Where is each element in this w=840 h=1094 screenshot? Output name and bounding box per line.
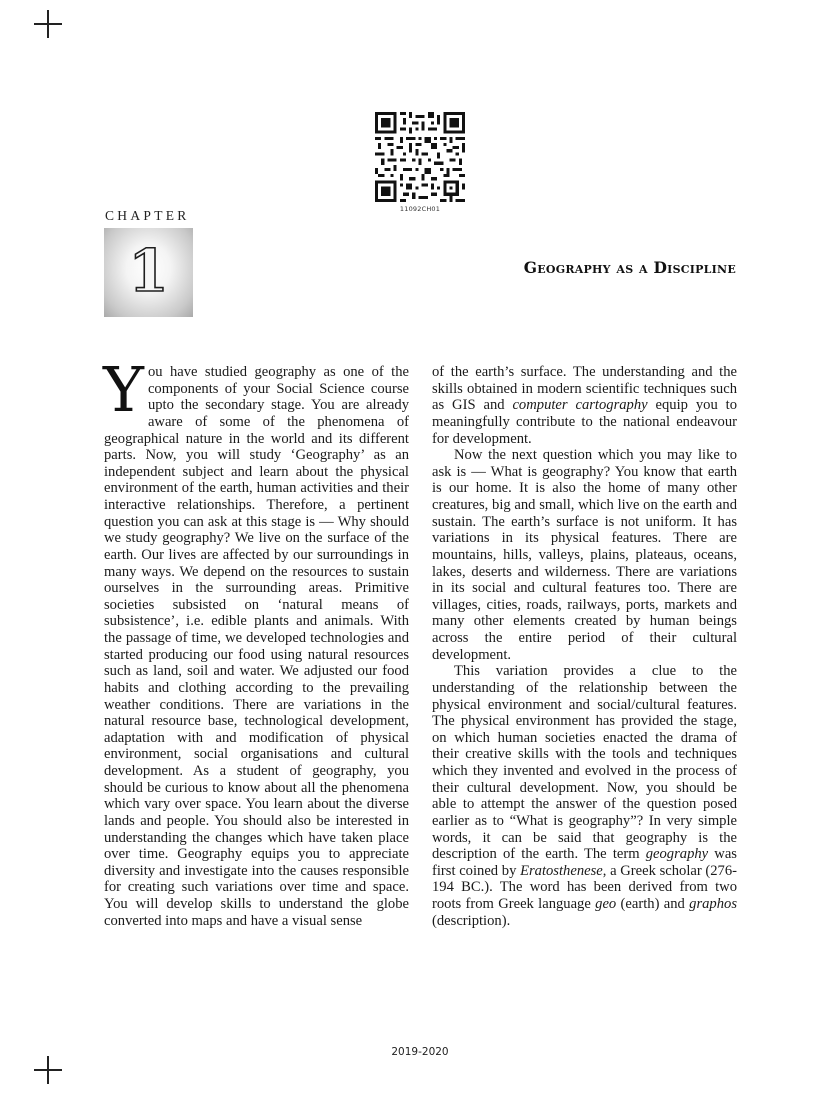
emphasis-computer-cartography: computer cartography bbox=[512, 397, 648, 414]
qr-code-image bbox=[375, 112, 465, 202]
paragraph-continued bbox=[432, 364, 737, 447]
chapter-number: 1 bbox=[128, 237, 169, 305]
footer-year: 2019-2020 bbox=[391, 1046, 449, 1058]
emphasis-geo: geo bbox=[595, 896, 617, 912]
right-column bbox=[432, 364, 737, 929]
chapter-label: CHAPTER bbox=[105, 208, 190, 223]
intro-paragraph bbox=[103, 353, 409, 929]
text-run: (earth) and bbox=[616, 896, 690, 912]
drop-cap: Y bbox=[103, 353, 144, 426]
text-run: (description). bbox=[432, 912, 511, 929]
paragraph-variation bbox=[432, 663, 737, 929]
emphasis-eratosthenese: Eratosthenese bbox=[520, 862, 603, 879]
text-run: equip you to meaningfully contribute to the national endeavour for development. bbox=[432, 397, 737, 447]
emphasis-graphos: graphos bbox=[689, 896, 737, 912]
text-run: of the earth’s surface. The understanding and the skills obtained in modern scientific techniques such as GIS and bbox=[432, 364, 737, 414]
chapter-title: Geography as a Discipline bbox=[523, 258, 736, 277]
qr-caption: 11092CH01 bbox=[399, 205, 441, 213]
text-run: , a Greek scholar (276-194 BC.). The word has been derived from two roots from Greek language bbox=[432, 862, 738, 912]
chapter-number-box bbox=[104, 228, 193, 317]
text-run: was first coined by bbox=[432, 846, 737, 879]
emphasis-geography: geography bbox=[645, 846, 709, 863]
intro-text: ou have studied geography as one of the components of your Social Science course upto the secondary stage. You are already aware of some of the phenomena of geographical nature in the world and its different parts. Now, you will study ‘Geography’ as an independent subject and learn about the physical environment of the earth, human activities and their interactive relationships. Therefore, a pertinent question you can ask at this stage is — Why should we study geography? We live on the surface of the earth. Our lives are affected by our surroundings in many ways. We depend on the resources to sustain ourselves in the surrounding areas. Primitive societies subsisted on ‘natural means of subsistence’, i.e. edible plants and animals. With the passage of time, we developed technologies and started producing our food using natural resources such as land, soil and water. We adjusted our food habits and clothing according to the prevailing weather conditions. There are variations in the natural resource base, technological development, adaptation with and modification of physical environment, social organisations and cultural development. As a student of geography, you should be curious to know about all the phenomena which vary over space. You learn about the diverse lands and people. You should also be interested in understanding the changes which have taken place over time. Geography equips you to appreciate diversity and investigate into the causes responsible for creating such variations over time and space. You will develop skills to understand the globe converted into maps and have a visual sense bbox=[104, 364, 409, 929]
text-run: This variation provides a clue to the understanding of the relationship between the physical environment and social/cultural features. The physical environment has provided the stage, on which human societies enacted the drama of their creative skills with the tools and techniques which they invented and evolved in the process of their cultural development. Now, you should be able to attempt the answer of the question posed earlier as to “What is geography”? In very simple words, it can be said that geography is the description of the earth. The term bbox=[432, 663, 737, 863]
paragraph-what-is-geography: Now the next question which you may like to ask is — What is geography? You know that earth is our home. It is also the home of many other creatures, big and small, which live on the earth and sustain. The earth’s surface is not uniform. It has variations in its physical features. There are mountains, hills, valleys, plains, plateaus, oceans, lakes, deserts and wilderness. There are variations in its social and cultural features too. There are villages, cities, roads, railways, ports, markets and many other elements created by human beings across the entire period of their cultural development. bbox=[432, 447, 737, 663]
crop-mark-top-left bbox=[34, 10, 62, 38]
crop-mark-bottom-left bbox=[34, 1056, 62, 1084]
left-column bbox=[103, 353, 409, 929]
